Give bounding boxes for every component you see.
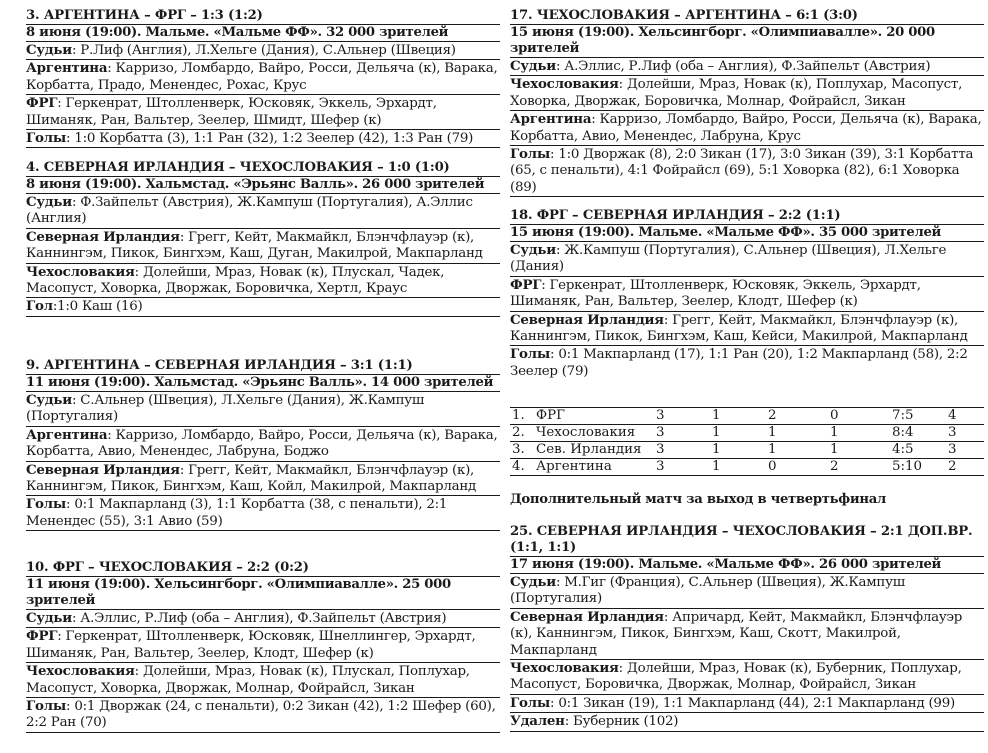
standings-games: 3 (656, 425, 665, 440)
match-team1-lineup (26, 228, 500, 263)
team1-text: : Грегг, Кейт, Макмайкл, Блэнчфлауэр (к), Каннингэм, Пикок, Бингхэм, Каш, Дуган, Макилрой, Макпарланд (26, 229, 483, 262)
goals-label: Голы (510, 146, 551, 163)
match-info: 15 июня (19:00). Мальме. «Мальме ФФ». 35 000 зрителей (510, 224, 984, 241)
goals-text: :1:0 Каш (16) (52, 299, 143, 315)
team1-label: ФРГ (26, 628, 58, 645)
standings-losses: 1 (830, 442, 839, 457)
standings-row (510, 424, 984, 441)
standings-goals: 4:5 (892, 442, 914, 457)
goals-text: : 0:1 Макпарланд (3), 1:1 Корбатта (38, с пенальти), 2:1 Менендес (55), 3:1 Авио (59) (26, 497, 448, 529)
extra-match-heading: Дополнительный матч за выход в четвертьфинал (510, 492, 886, 507)
match-title: 25. СЕВЕРНАЯ ИРЛАНДИЯ – ЧЕХОСЛОВАКИЯ – 2:1 ДОП.ВР. (1:1, 1:1) (510, 524, 973, 555)
standings-wins: 1 (712, 408, 721, 423)
team2-label: Чехословакия (510, 660, 619, 677)
goals-text: : 1:0 Корбатта (3), 1:1 Ран (32), 1:2 Зеелер (42), 1:3 Ран (79) (66, 131, 474, 147)
team2-label: Чехословакия (26, 263, 135, 280)
standings-games: 3 (656, 442, 665, 457)
match-referees (26, 391, 500, 426)
match-end-rule (26, 147, 500, 148)
match-team2-lineup (26, 461, 500, 496)
team1-text: : Карризо, Ломбардо, Вайро, Росси, Дельяча (к), Варака, Корбатта, Прадо, Менендес, Рохас, Крус (26, 61, 498, 93)
match-referees (26, 193, 500, 228)
team2-text: : Долейши, Мраз, Новак (к), Плускал, Поплухар, Масопуст, Ховорка, Дворжак, Молнар, Фойрайсл, Зикан (26, 664, 470, 696)
standings-wins: 1 (712, 459, 721, 474)
standings-table (510, 407, 984, 476)
match-info: 8 июня (19:00). Хальмстад. «Эрьянс Валль». 26 000 зрителей (26, 176, 500, 193)
team1-text: : Геркенрат, Штолленверк, Юсковяк, Эккель, Эрхардт, Шиманяк, Ран, Вальтер, Зеелер, Клодт, Шефер (к) (510, 277, 921, 310)
match-team1-lineup (26, 627, 500, 662)
team2-label: ФРГ (26, 95, 58, 112)
standings-wins: 1 (712, 425, 721, 440)
goals-label: Голы (26, 698, 67, 715)
match-title: 17. ЧЕХОСЛОВАКИЯ – АРГЕНТИНА – 6:1 (3:0) (510, 8, 858, 23)
match-title: 9. АРГЕНТИНА – СЕВЕРНАЯ ИРЛАНДИЯ – 3:1 (1:1) (26, 358, 413, 373)
team2-text: : Геркенрат, Штолленверк, Юсковяк, Эккель, Эрхардт, Шиманяк, Ран, Вальтер, Зеелер, Шмидт, Шефер (к) (26, 96, 437, 128)
match-goals (510, 694, 984, 712)
match-18 (510, 208, 984, 380)
match-17 (510, 8, 984, 197)
goals-text: : 1:0 Дворжак (8), 2:0 Зикан (17), 3:0 Зикан (39), 3:1 Корбатта (65, с пенальти), 4:1 Фойрайсл (69), 5:1 Ховорка (82), 6:1 Ховорка (89) (510, 147, 974, 195)
standings-row (510, 441, 984, 458)
standings-position: 1. (512, 408, 525, 423)
team2-label: Чехословакия (26, 663, 135, 680)
goals-text: : 0:1 Дворжак (24, с пенальти), 0:2 Зикан (42), 1:2 Шефер (60), 2:2 Ран (70) (26, 699, 496, 731)
match-referees (510, 57, 984, 75)
standings-games: 3 (656, 408, 665, 423)
standings-goals: 8:4 (892, 425, 914, 440)
goals-label: Голы (26, 130, 67, 147)
team1-text: : Геркенрат, Штолленверк, Юсковяк, Шнеллингер, Эрхардт, Шиманяк, Ран, Вальтер, Зеелер, Клодт, Шефер (к) (26, 629, 476, 661)
match-goals (26, 697, 500, 732)
standings-team: ФРГ (536, 408, 565, 423)
standings-points: 3 (948, 442, 957, 457)
team2-text: : Долейши, Мраз, Новак (к), Плускал, Чадек, Масопуст, Ховорка, Дворжак, Боровичка, Хертл, Краус (26, 264, 445, 297)
referees-label: Судьи (26, 194, 72, 210)
match-goals (26, 297, 500, 315)
match-info: 11 июня (19:00). Хельсингборг. «Олимпиавалле». 25 000 зрителей (26, 576, 500, 609)
match-goals (510, 145, 984, 196)
standings-draws: 2 (768, 408, 777, 423)
match-goals (510, 345, 984, 380)
match-title: 3. АРГЕНТИНА – ФРГ – 1:3 (1:2) (26, 8, 263, 23)
match-referees (26, 41, 500, 59)
team2-text: : Грегг, Кейт, Макмайкл, Блэнчфлауэр (к), Каннингэм, Пикок, Бингхэм, Каш, Кейси, Макилрой, Макпарланд (510, 312, 968, 345)
standings-losses: 1 (830, 425, 839, 440)
match-info: 8 июня (19:00). Мальме. «Мальме ФФ». 32 000 зрителей (26, 24, 500, 41)
match-end-rule (26, 530, 500, 531)
standings-losses: 2 (830, 459, 839, 474)
team2-text: : Карризо, Ломбардо, Вайро, Росси, Дельяча (к), Варака, Корбатта, Авио, Менендес, Лабруна, Крус (510, 112, 982, 144)
team1-label: Аргентина (26, 60, 108, 77)
referees-text: : С.Альнер (Швеция), Л.Хельге (Дания), Ж.Кампуш (Португалия) (26, 393, 425, 425)
match-team1-lineup (26, 59, 500, 94)
team1-label: Чехословакия (510, 76, 619, 93)
match-team2-lineup (510, 659, 984, 694)
team1-label: Северная Ирландия (510, 608, 664, 625)
match-10 (26, 560, 500, 733)
referees-label: Судьи (26, 42, 72, 58)
referees-label: Судьи (510, 58, 556, 74)
standings-position: 3. (512, 442, 525, 457)
standings-team: Чехословакия (536, 425, 636, 440)
match-referees (26, 609, 500, 627)
match-25 (510, 524, 984, 732)
goals-label: Голы (510, 694, 551, 711)
referees-text: : Ф.Зайпельт (Австрия), Ж.Кампуш (Португалия), А.Эллис (Англия) (26, 195, 473, 227)
team1-text: : Апричард, Кейт, Макмайкл, Блэнчфлауэр (к), Каннингэм, Пикок, Бингхэм, Каш, Скотт, Макилрой, Макпарланд (510, 609, 963, 658)
standings-team: Аргентина (536, 459, 612, 474)
referees-text: : А.Эллис, Р.Лиф (оба – Англия), Ф.Зайпельт (Австрия) (71, 611, 447, 626)
referees-text: : А.Эллис, Р.Лиф (оба – Англия), Ф.Зайпельт (Австрия) (555, 59, 931, 74)
standings-points: 4 (948, 408, 957, 423)
team1-label: Аргентина (26, 426, 108, 443)
match-team1-lineup (510, 276, 984, 311)
match-team2-lineup (26, 94, 500, 129)
match-title: 4. СЕВЕРНАЯ ИРЛАНДИЯ – ЧЕХОСЛОВАКИЯ – 1:0 (1:0) (26, 160, 450, 175)
standings-row (510, 458, 984, 476)
team2-text: : Грегг, Кейт, Макмайкл, Блэнчфлауэр (к), Каннингэм, Пикок, Бингхэм, Каш, Койл, Макилрой, Макпарланд (26, 462, 477, 495)
standings-losses: 0 (830, 408, 839, 423)
match-team2-lineup (510, 110, 984, 145)
referees-text: : Р.Лиф (Англия), Л.Хельге (Дания), С.Альнер (Швеция) (71, 43, 456, 58)
sent-off-label: Удален (510, 713, 565, 730)
standings-games: 3 (656, 459, 665, 474)
match-goals (26, 495, 500, 530)
team1-label: ФРГ (510, 276, 542, 293)
match-referees (510, 241, 984, 276)
referees-text: : М.Гиг (Франция), С.Альнер (Швеция), Ж.Кампуш (Португалия) (510, 575, 905, 607)
match-goals (26, 129, 500, 147)
referees-label: Судьи (26, 392, 72, 408)
referees-label: Судьи (510, 574, 556, 590)
goals-text: : 0:1 Зикан (19), 1:1 Макпарланд (44), 2:1 Макпарланд (99) (550, 695, 955, 711)
standings-draws: 0 (768, 459, 777, 474)
match-3 (26, 8, 500, 148)
team2-label: Северная Ирландия (26, 461, 180, 478)
match-team1-lineup (510, 608, 984, 659)
team1-label: Северная Ирландия (26, 228, 180, 245)
team2-label: Северная Ирландия (510, 311, 664, 328)
standings-points: 3 (948, 425, 957, 440)
team1-text: : Карризо, Ломбардо, Вайро, Росси, Дельяча (к), Варака, Корбатта, Авио, Менендес, Лабруна, Бoджо (26, 427, 498, 460)
standings-wins: 1 (712, 442, 721, 457)
match-team1-lineup (510, 75, 984, 110)
match-team2-lineup (510, 311, 984, 346)
standings-position: 4. (512, 459, 525, 474)
standings-goals: 5:10 (892, 459, 923, 474)
match-sent-off (510, 712, 984, 730)
goals-label: Гол (26, 298, 53, 315)
match-end-rule (26, 732, 500, 733)
match-info: 11 июня (19:00). Хальмстад. «Эрьянс Валль». 14 000 зрителей (26, 374, 500, 391)
referees-text: : Ж.Кампуш (Португалия), С.Альнер (Швеция), Л.Хельге (Дания) (510, 243, 947, 275)
match-title: 10. ФРГ – ЧЕХОСЛОВАКИЯ – 2:2 (0:2) (26, 560, 309, 575)
match-team1-lineup (26, 426, 500, 461)
goals-label: Голы (26, 496, 67, 513)
standings-row (510, 407, 984, 424)
referees-label: Судьи (26, 610, 72, 626)
match-team2-lineup (26, 662, 500, 697)
match-title: 18. ФРГ – СЕВЕРНАЯ ИРЛАНДИЯ – 2:2 (1:1) (510, 208, 841, 223)
referees-label: Судьи (510, 242, 556, 258)
team2-text: : Долейши, Мраз, Новак (к), Буберник, Поплухар, Масопуст, Боровичка, Дворжак, Молнар, Фойрайсл, Зикан (510, 661, 962, 693)
goals-text: : 0:1 Макпарланд (17), 1:1 Ран (20), 1:2 Макпарланд (58), 2:2 Зеелер (79) (510, 347, 968, 379)
standings-draws: 1 (768, 442, 777, 457)
match-team2-lineup (26, 263, 500, 298)
sent-off-text: : Буберник (102) (564, 714, 679, 730)
goals-label: Голы (510, 346, 551, 363)
team1-text: : Долейши, Мраз, Новак (к), Поплухар, Масопуст, Ховорка, Дворжак, Боровичка, Молнар, Фойрайсл, Зикан (510, 77, 963, 109)
match-end-rule (510, 196, 984, 197)
match-end-rule (510, 731, 984, 732)
match-4 (26, 160, 500, 317)
match-end-rule (26, 316, 500, 317)
team2-label: Аргентина (510, 111, 592, 128)
match-referees (510, 573, 984, 608)
match-info: 17 июня (19:00). Мальме. «Мальме ФФ». 26 000 зрителей (510, 556, 984, 573)
standings-position: 2. (512, 425, 525, 440)
standings-goals: 7:5 (892, 408, 914, 423)
standings-team: Сев. Ирландия (536, 442, 642, 457)
standings-points: 2 (948, 459, 957, 474)
standings-draws: 1 (768, 425, 777, 440)
match-info: 15 июня (19:00). Хельсингборг. «Олимпиавалле». 20 000 зрителей (510, 24, 984, 57)
match-9 (26, 358, 500, 531)
